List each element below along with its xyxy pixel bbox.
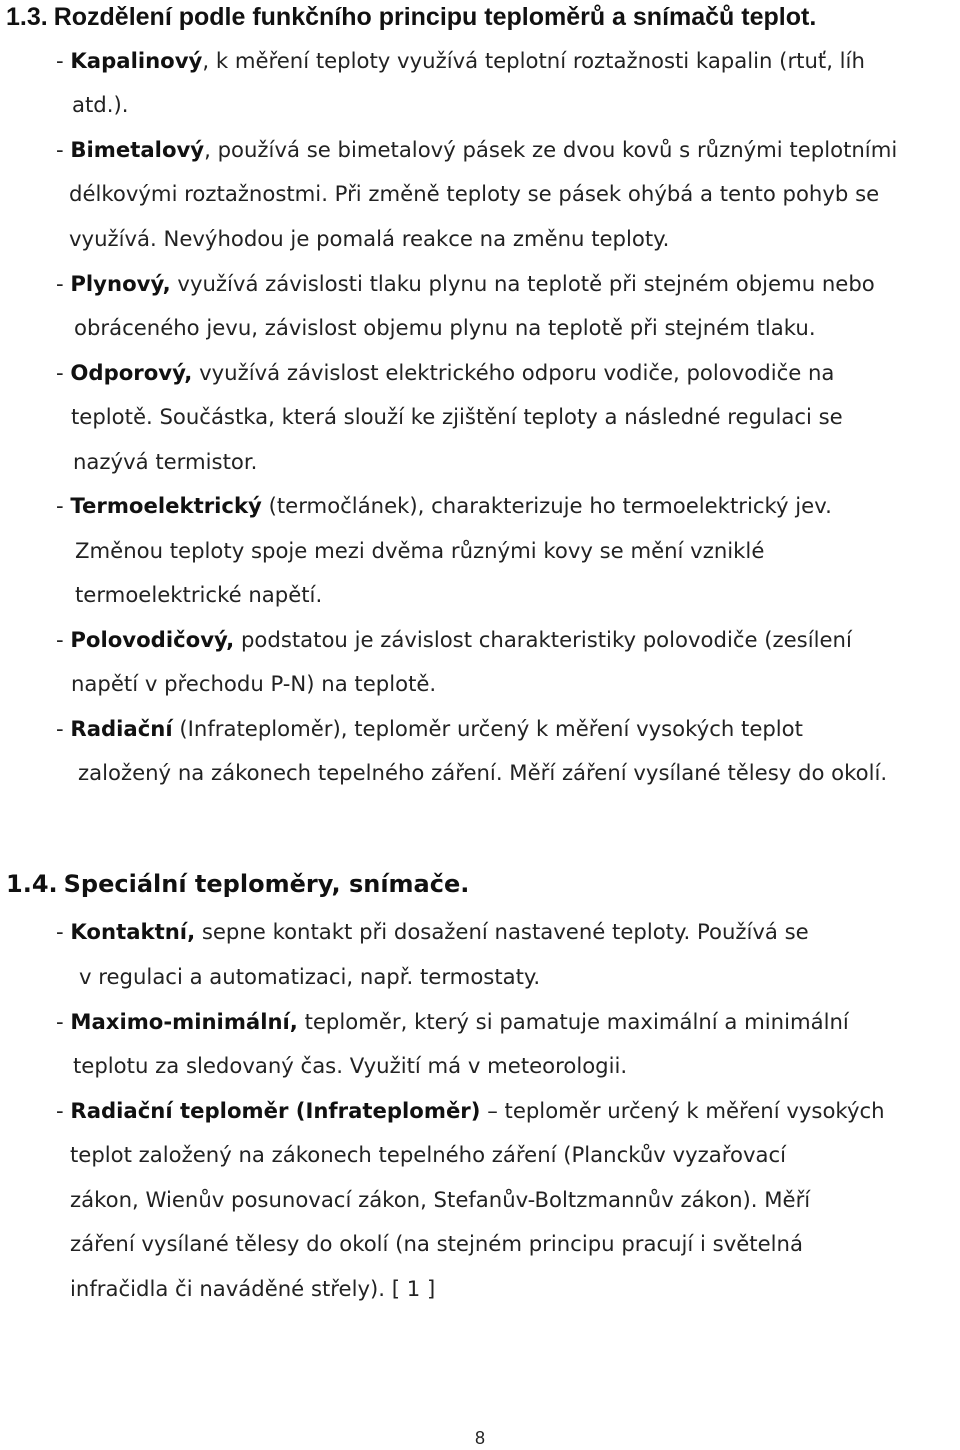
body-text: podstatou je závislost charakteristiky polovodiče (zesílení: [234, 627, 852, 652]
section-title: Speciální teploměry, snímače.: [63, 870, 470, 898]
list-dash: -: [56, 360, 71, 385]
text-line: [69, 225, 669, 253]
text-line: [73, 1052, 627, 1080]
text-line: [70, 1230, 803, 1258]
text-line: [79, 963, 540, 991]
list-item-line: [56, 1008, 849, 1036]
term-label: Kontaktní,: [70, 919, 196, 944]
list-dash: -: [56, 48, 71, 73]
section-number: 1.4.: [6, 870, 58, 898]
text-line: [70, 1186, 810, 1214]
body-text: nazývá termistor.: [73, 449, 258, 474]
body-text: délkovými roztažnostmi. Při změně teploty se pásek ohýbá a tento pohyb se: [69, 181, 880, 206]
term-label: Radiační: [70, 716, 173, 741]
list-item-line: [56, 492, 832, 520]
list-dash: -: [56, 137, 71, 162]
body-text: zákon, Wienův posunovací zákon, Stefanův-Boltzmannův zákon). Měří: [70, 1187, 811, 1212]
body-text: v regulaci a automatizaci, např. termostaty.: [79, 964, 541, 989]
term-label: Termoelektrický: [70, 493, 262, 518]
body-text: (termočlánek), charakterizuje ho termoelektrický jev.: [261, 493, 832, 518]
section-heading-1-3: [6, 3, 816, 32]
list-dash: -: [56, 919, 71, 944]
body-text: využívá závislosti tlaku plynu na teplotě při stejném objemu nebo: [170, 271, 875, 296]
body-text: , používá se bimetalový pásek ze dvou kovů s různými teplotními: [204, 137, 898, 162]
body-text: infračidla či naváděné střely). [ 1 ]: [70, 1276, 436, 1301]
text-line: [71, 403, 843, 431]
section-number: 1.3.: [6, 3, 48, 31]
term-label: Maximo-minimální,: [70, 1009, 298, 1034]
list-dash: -: [56, 1009, 71, 1034]
text-line: [71, 670, 436, 698]
text-line: [72, 91, 128, 119]
body-text: záření vysílané tělesy do okolí (na stejném principu pracují i světelná: [70, 1231, 803, 1256]
list-item-line: [56, 47, 865, 75]
list-item-line: [56, 1097, 885, 1125]
section-title: Rozdělení podle funkčního principu teploměrů a snímačů teplot.: [53, 3, 817, 31]
page-number: 8: [474, 1428, 485, 1448]
term-label: Plynový,: [70, 271, 171, 296]
body-text: sepne kontakt při dosažení nastavené teploty. Používá se: [195, 919, 809, 944]
body-text: teplotu za sledovaný čas. Využití má v meteorologii.: [73, 1053, 628, 1078]
text-line: [75, 581, 322, 609]
body-text: obráceného jevu, závislost objemu plynu na teplotě při stejném tlaku.: [74, 315, 816, 340]
body-text: atd.).: [72, 92, 129, 117]
list-dash: -: [56, 716, 71, 741]
text-line: [75, 537, 764, 565]
body-text: založený na zákonech tepelného záření. Měří záření vysílané tělesy do okolí.: [78, 760, 888, 785]
term-label: Polovodičový,: [70, 627, 235, 652]
text-line: [69, 180, 879, 208]
body-text: využívá závislost elektrického odporu vodiče, polovodiče na: [192, 360, 835, 385]
list-item-line: [56, 359, 834, 387]
list-item-line: [56, 918, 809, 946]
term-label: Bimetalový: [70, 137, 205, 162]
body-text: napětí v přechodu P-N) na teplotě.: [71, 671, 437, 696]
text-line: [78, 759, 887, 787]
list-dash: -: [56, 493, 71, 518]
list-dash: -: [56, 627, 71, 652]
term-label: Radiační teploměr (Infrateploměr): [70, 1098, 481, 1123]
body-text: – teploměr určený k měření vysokých: [480, 1098, 885, 1123]
text-line: [73, 448, 257, 476]
body-text: teplot založený na zákonech tepelného záření (Planckův vyzařovací: [70, 1142, 786, 1167]
body-text: termoelektrické napětí.: [75, 582, 323, 607]
list-item-line: [56, 136, 897, 164]
body-text: využívá. Nevýhodou je pomalá reakce na změnu teploty.: [69, 226, 670, 251]
body-text: teploměr, který si pamatuje maximální a minimální: [297, 1009, 849, 1034]
body-text: teplotě. Součástka, která slouží ke zjištění teploty a následné regulaci se: [71, 404, 843, 429]
body-text: , k měření teploty využívá teplotní roztažnosti kapalin (rtuť, líh: [202, 48, 865, 73]
list-item-line: [56, 715, 803, 743]
list-item-line: [56, 626, 852, 654]
term-label: Odporový,: [70, 360, 193, 385]
section-heading-1-4: [6, 870, 469, 898]
list-dash: -: [56, 1098, 71, 1123]
text-line: [74, 314, 816, 342]
list-dash: -: [56, 271, 71, 296]
text-line: [70, 1141, 786, 1169]
term-label: Kapalinový: [70, 48, 203, 73]
text-line: [70, 1275, 435, 1303]
list-item-line: [56, 270, 875, 298]
body-text: (Infrateploměr), teploměr určený k měření vysokých teplot: [172, 716, 803, 741]
body-text: Změnou teploty spoje mezi dvěma různými kovy se mění vzniklé: [75, 538, 765, 563]
